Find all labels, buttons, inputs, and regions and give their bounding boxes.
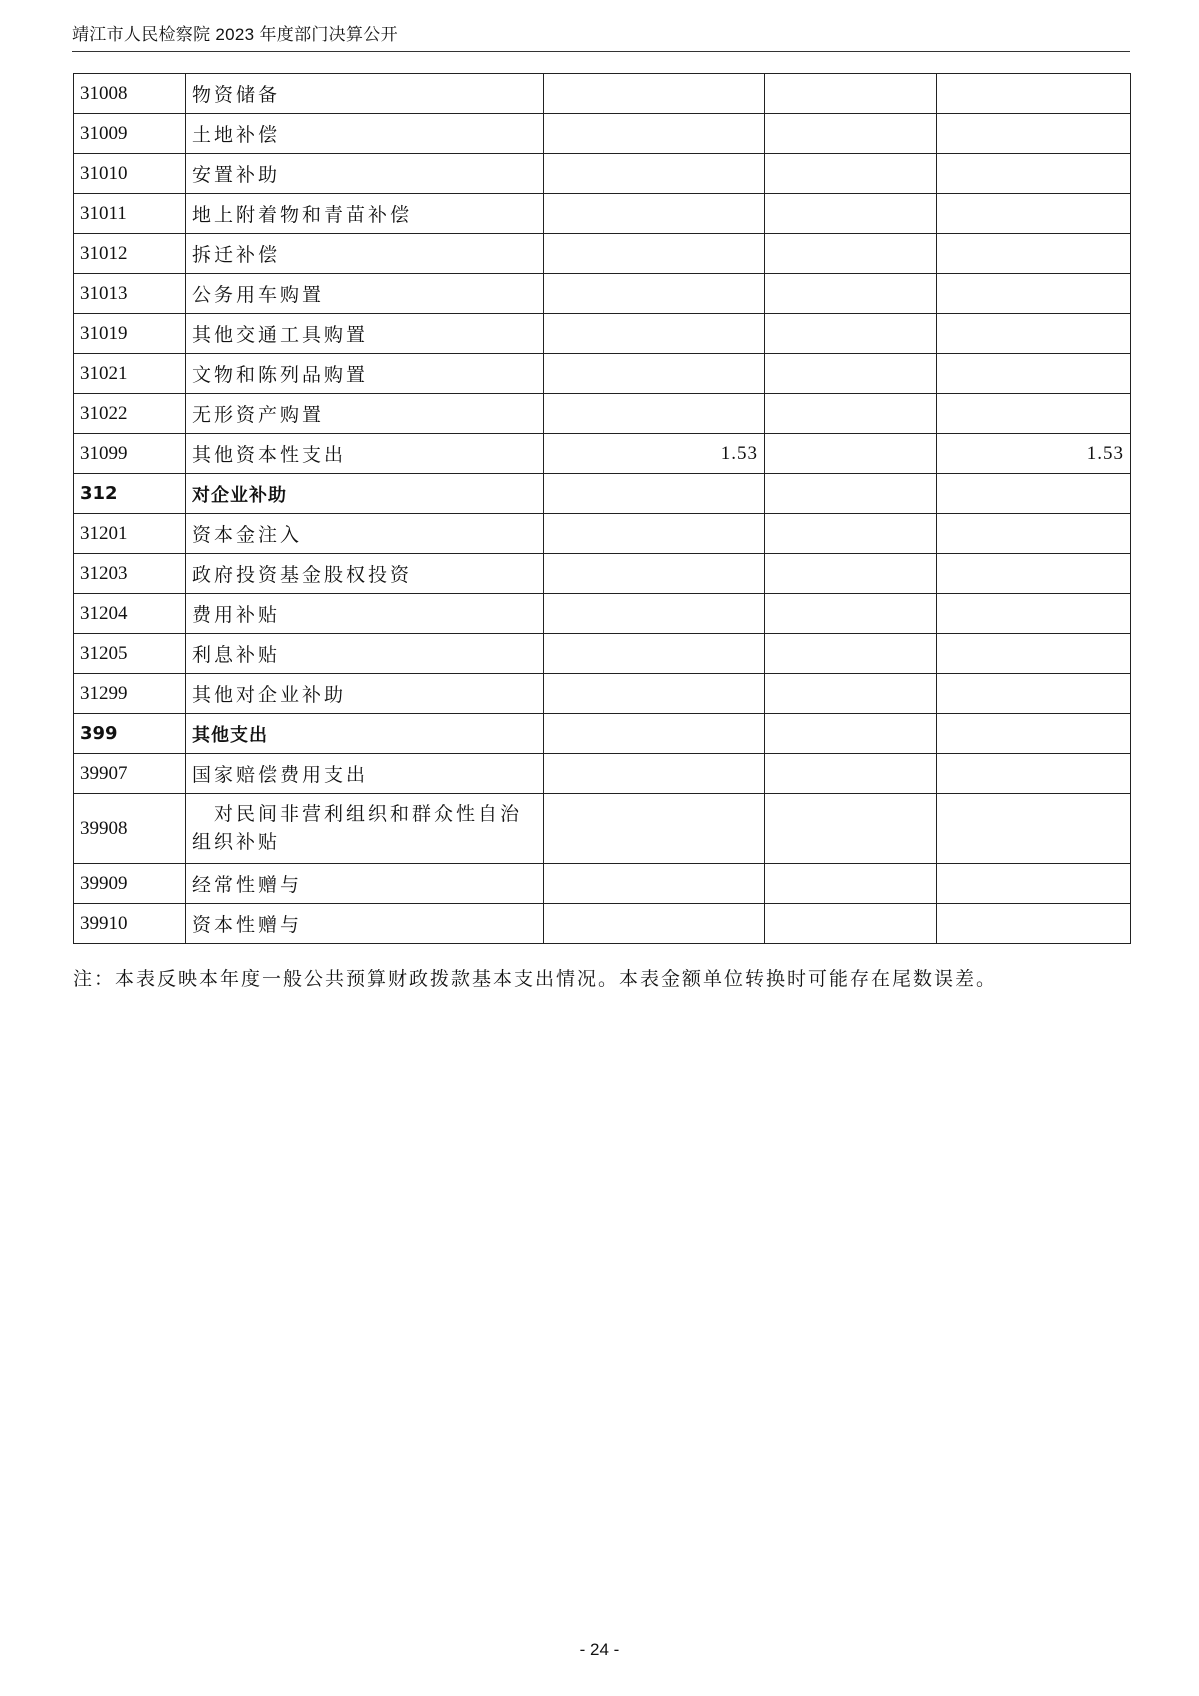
row-code: 31201	[74, 514, 186, 554]
row-col2-amount	[765, 74, 937, 114]
row-col1-amount	[544, 904, 765, 944]
row-col1-amount	[544, 394, 765, 434]
table-row	[74, 194, 1131, 234]
row-col2-amount	[765, 514, 937, 554]
row-col3-amount	[937, 354, 1131, 394]
row-col3-amount	[937, 274, 1131, 314]
row-col1-amount: 1.53	[544, 434, 765, 474]
row-name: 经常性赠与	[186, 864, 544, 904]
row-col3-amount	[937, 514, 1131, 554]
row-col2-amount	[765, 114, 937, 154]
row-name: 利息补贴	[186, 634, 544, 674]
row-col3-amount	[937, 714, 1131, 754]
row-col3-amount: 1.53	[937, 434, 1131, 474]
row-col2-amount	[765, 904, 937, 944]
row-col3-amount	[937, 594, 1131, 634]
row-col2-amount	[765, 394, 937, 434]
row-col3-amount	[937, 794, 1131, 864]
row-code: 31299	[74, 674, 186, 714]
row-col3-amount	[937, 904, 1131, 944]
table-row	[74, 274, 1131, 314]
row-name: 地上附着物和青苗补偿	[186, 194, 544, 234]
row-col2-amount	[765, 864, 937, 904]
row-col1-amount	[544, 634, 765, 674]
row-name: 对企业补助	[186, 474, 544, 514]
row-code: 312	[74, 474, 186, 514]
row-code: 39910	[74, 904, 186, 944]
table-row	[74, 154, 1131, 194]
row-col2-amount	[765, 154, 937, 194]
row-code: 31012	[74, 234, 186, 274]
row-col2-amount	[765, 234, 937, 274]
table-row	[74, 794, 1131, 864]
table-row	[74, 864, 1131, 904]
row-code: 31008	[74, 74, 186, 114]
table-row	[74, 234, 1131, 274]
row-col1-amount	[544, 354, 765, 394]
row-col3-amount	[937, 154, 1131, 194]
row-code: 31022	[74, 394, 186, 434]
row-col1-amount	[544, 314, 765, 354]
row-col3-amount	[937, 864, 1131, 904]
row-name: 安置补助	[186, 154, 544, 194]
row-col1-amount	[544, 154, 765, 194]
page-number: - 24 -	[579, 1640, 620, 1659]
row-code: 31011	[74, 194, 186, 234]
table-row	[74, 354, 1131, 394]
document-title: 靖江市人民检察院 2023 年度部门决算公开	[72, 25, 398, 44]
table-row	[74, 514, 1131, 554]
table-row	[74, 314, 1131, 354]
row-code: 31019	[74, 314, 186, 354]
row-name: 其他支出	[186, 714, 544, 754]
table-row	[74, 754, 1131, 794]
table-row	[74, 114, 1131, 154]
row-col3-amount	[937, 474, 1131, 514]
row-col1-amount	[544, 274, 765, 314]
row-col1-amount	[544, 594, 765, 634]
table-row	[74, 904, 1131, 944]
row-name: 其他资本性支出	[186, 434, 544, 474]
row-name: 无形资产购置	[186, 394, 544, 434]
row-code: 39908	[74, 794, 186, 864]
row-name: 资本性赠与	[186, 904, 544, 944]
row-col2-amount	[765, 674, 937, 714]
row-col3-amount	[937, 554, 1131, 594]
row-name: 对民间非营利组织和群众性自治组织补贴	[186, 794, 544, 864]
row-code: 399	[74, 714, 186, 754]
row-code: 39909	[74, 864, 186, 904]
expenditure-table	[73, 73, 1131, 944]
row-col1-amount	[544, 714, 765, 754]
row-col3-amount	[937, 114, 1131, 154]
table-note: 注：本表反映本年度一般公共预算财政拨款基本支出情况。本表金额单位转换时可能存在尾数误差。	[73, 969, 998, 990]
row-col2-amount	[765, 714, 937, 754]
row-code: 31009	[74, 114, 186, 154]
row-name: 拆迁补偿	[186, 234, 544, 274]
row-col1-amount	[544, 864, 765, 904]
row-col3-amount	[937, 194, 1131, 234]
row-col1-amount	[544, 794, 765, 864]
row-col1-amount	[544, 234, 765, 274]
row-col2-amount	[765, 314, 937, 354]
row-name: 文物和陈列品购置	[186, 354, 544, 394]
table-row	[74, 394, 1131, 434]
table-row	[74, 474, 1131, 514]
row-name: 物资储备	[186, 74, 544, 114]
table-row	[74, 434, 1131, 474]
row-code: 31013	[74, 274, 186, 314]
row-col2-amount	[765, 434, 937, 474]
row-name: 其他交通工具购置	[186, 314, 544, 354]
row-col3-amount	[937, 674, 1131, 714]
table-row	[74, 714, 1131, 754]
row-name: 费用补贴	[186, 594, 544, 634]
row-code: 39907	[74, 754, 186, 794]
row-name: 公务用车购置	[186, 274, 544, 314]
row-code: 31021	[74, 354, 186, 394]
row-col1-amount	[544, 754, 765, 794]
row-col1-amount	[544, 674, 765, 714]
row-col2-amount	[765, 634, 937, 674]
row-col2-amount	[765, 594, 937, 634]
row-name: 国家赔偿费用支出	[186, 754, 544, 794]
row-col2-amount	[765, 274, 937, 314]
row-col1-amount	[544, 194, 765, 234]
table-row	[74, 634, 1131, 674]
row-col1-amount	[544, 514, 765, 554]
table-row	[74, 74, 1131, 114]
row-col3-amount	[937, 754, 1131, 794]
row-col1-amount	[544, 74, 765, 114]
row-code: 31099	[74, 434, 186, 474]
row-col3-amount	[937, 314, 1131, 354]
row-code: 31205	[74, 634, 186, 674]
row-col2-amount	[765, 474, 937, 514]
table-row	[74, 674, 1131, 714]
row-name: 政府投资基金股权投资	[186, 554, 544, 594]
row-col2-amount	[765, 554, 937, 594]
row-col3-amount	[937, 234, 1131, 274]
row-col2-amount	[765, 194, 937, 234]
table-row	[74, 554, 1131, 594]
row-name: 土地补偿	[186, 114, 544, 154]
table-body	[74, 74, 1131, 944]
row-code: 31010	[74, 154, 186, 194]
row-col1-amount	[544, 114, 765, 154]
table-row	[74, 594, 1131, 634]
row-col1-amount	[544, 474, 765, 514]
row-name: 其他对企业补助	[186, 674, 544, 714]
row-col3-amount	[937, 634, 1131, 674]
row-code: 31203	[74, 554, 186, 594]
row-col2-amount	[765, 754, 937, 794]
row-col2-amount	[765, 794, 937, 864]
document-header	[72, 20, 1130, 52]
row-name: 资本金注入	[186, 514, 544, 554]
row-col3-amount	[937, 74, 1131, 114]
row-col2-amount	[765, 354, 937, 394]
row-col1-amount	[544, 554, 765, 594]
row-col3-amount	[937, 394, 1131, 434]
row-code: 31204	[74, 594, 186, 634]
